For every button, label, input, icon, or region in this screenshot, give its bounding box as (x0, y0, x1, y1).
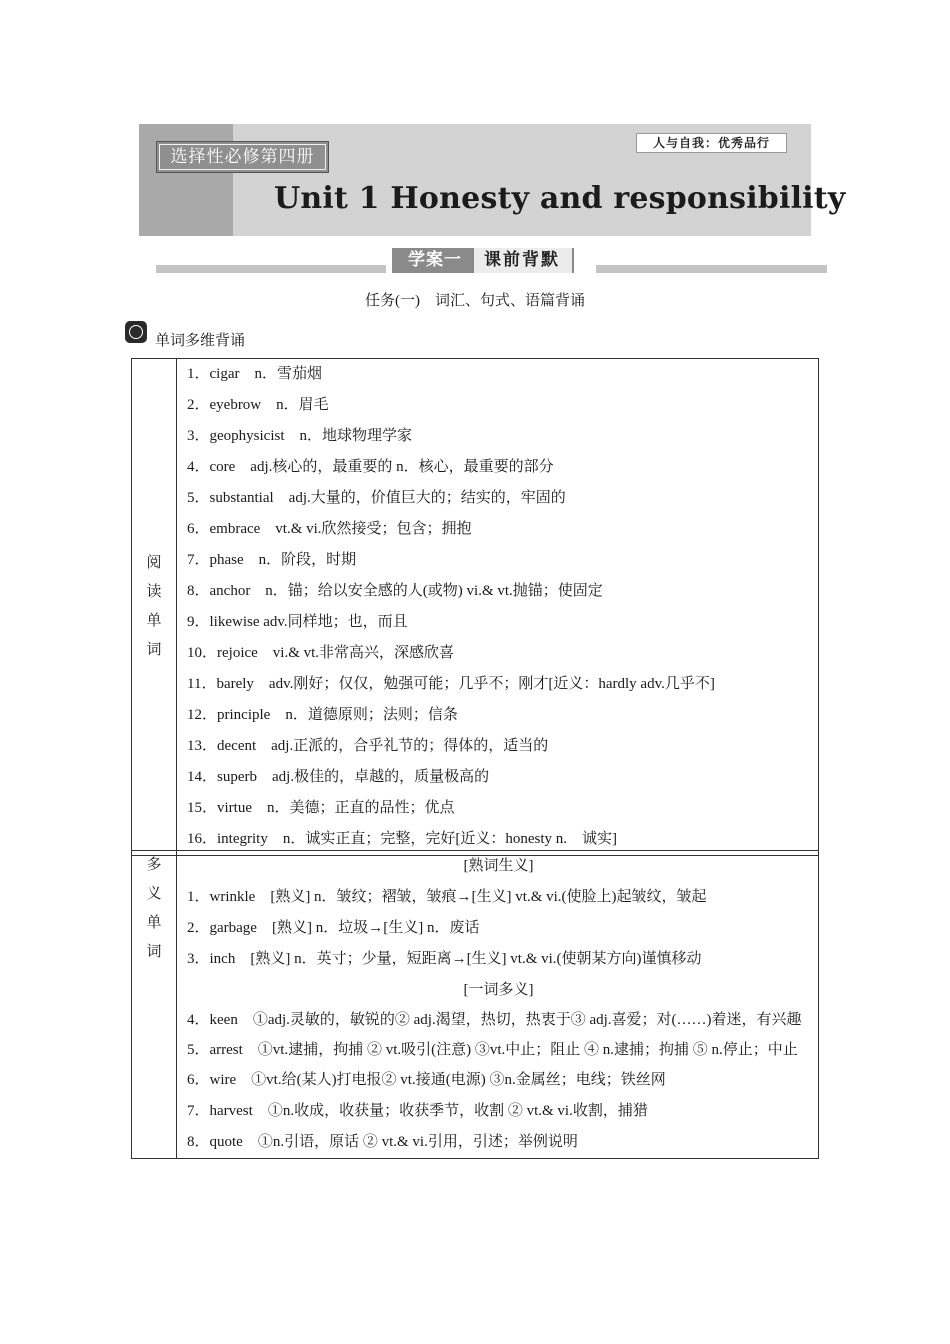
subheading-text: 单词多维背诵 (155, 332, 246, 349)
multi-meaning-table (131, 850, 819, 1159)
list-item: 1．wrinkle [熟义] n．皱纹；褶皱，皱痕→[生义] vt.& vi.(使脸上)起皱纹，皱起 (187, 889, 707, 905)
list-item: 7．harvest ①n.收成，收获量；收获季节，收割 ② vt.& vi.收割，捕猎 (187, 1103, 648, 1119)
heading-familiar-new: [熟词生义] (463, 858, 534, 874)
list-item: 16．integrity n．诚实正直；完整，完好[近义：honesty n. 诚实] (187, 831, 617, 847)
section-part1: 学案一 (392, 248, 474, 273)
book-tag (156, 141, 329, 173)
list-item: 4．keen ①adj.灵敏的，敏锐的② adj.渴望，热切，热衷于③ adj.喜爱；对(……)着迷，有兴趣 (187, 1012, 802, 1028)
list-item: 5．substantial adj.大量的，价值巨大的；结实的，牢固的 (187, 490, 566, 506)
list-item: 6．wire ①vt.给(某人)打电报② vt.接通(电源) ③n.金属丝；电线；铁丝网 (187, 1072, 666, 1088)
heading-polysemy: [一词多义] (463, 982, 534, 998)
list-item: 13．decent adj.正派的，合乎礼节的；得体的，适当的 (187, 738, 549, 754)
list-item: 12．principle n．道德原则；法则；信条 (187, 707, 458, 723)
section-divider-right (596, 265, 827, 273)
list-item: 4．core adj.核心的，最重要的 n．核心，最重要的部分 (187, 459, 554, 475)
list-item: 9．likewise adv.同样地；也，而且 (187, 614, 408, 630)
multi-category: 多 义 单 词 (132, 851, 177, 1159)
list-item: 11．barely adv.刚好；仅仅，勉强可能；几乎不；刚才[近义：hardly adv.几乎不] (187, 676, 715, 692)
list-item: 5．arrest ①vt.逮捕，拘捕 ② vt.吸引(注意) ③vt.中止；阻止 ④ n.逮捕；拘捕 ⑤ n.停止；中止 (187, 1041, 798, 1058)
list-item: 2．eyebrow n．眉毛 (187, 397, 329, 413)
book-tag-label: 选择性必修第四册 (159, 144, 326, 170)
memory-icon (125, 321, 147, 343)
list-item: 2．garbage [熟义] n．垃圾→[生义] n．废话 (187, 920, 480, 936)
theme-label: 人与自我：优秀品行 (636, 133, 787, 153)
list-item: 3．inch [熟义] n．英寸；少量，短距离→[生义] vt.& vi.(使朝某方向)谨慎移动 (187, 951, 702, 967)
list-item: 14．superb adj.极佳的，卓越的，质量极高的 (187, 769, 490, 785)
list-item: 1．cigar n．雪茄烟 (187, 366, 322, 382)
reading-words-table (131, 358, 819, 856)
section-divider-left (156, 265, 386, 273)
unit-banner (139, 124, 846, 236)
section-part2: 课前背默 (474, 248, 574, 273)
reading-category: 阅 读 单 词 (132, 359, 177, 856)
list-item: 8．quote ①n.引语，原话 ② vt.& vi.引用，引述；举例说明 (187, 1134, 578, 1150)
subheading (125, 321, 246, 349)
task-title: 任务(一) 词汇、句式、语篇背诵 (365, 293, 585, 309)
list-item: 10．rejoice vi.& vt.非常高兴，深感欣喜 (187, 645, 455, 661)
multi-list (177, 851, 819, 1159)
list-item: 7．phase n．阶段，时期 (187, 552, 357, 568)
reading-list (177, 359, 819, 856)
list-item: 15．virtue n．美德；正直的品性；优点 (187, 800, 455, 816)
unit-title: Unit 1 Honesty and responsibility (274, 181, 846, 216)
list-item: 8．anchor n．锚；给以安全感的人(或物) vi.& vt.抛锚；使固定 (187, 583, 603, 599)
section-header (392, 248, 574, 273)
list-item: 6．embrace vt.& vi.欣然接受；包含；拥抱 (187, 521, 472, 537)
list-item: 3．geophysicist n．地球物理学家 (187, 428, 412, 444)
